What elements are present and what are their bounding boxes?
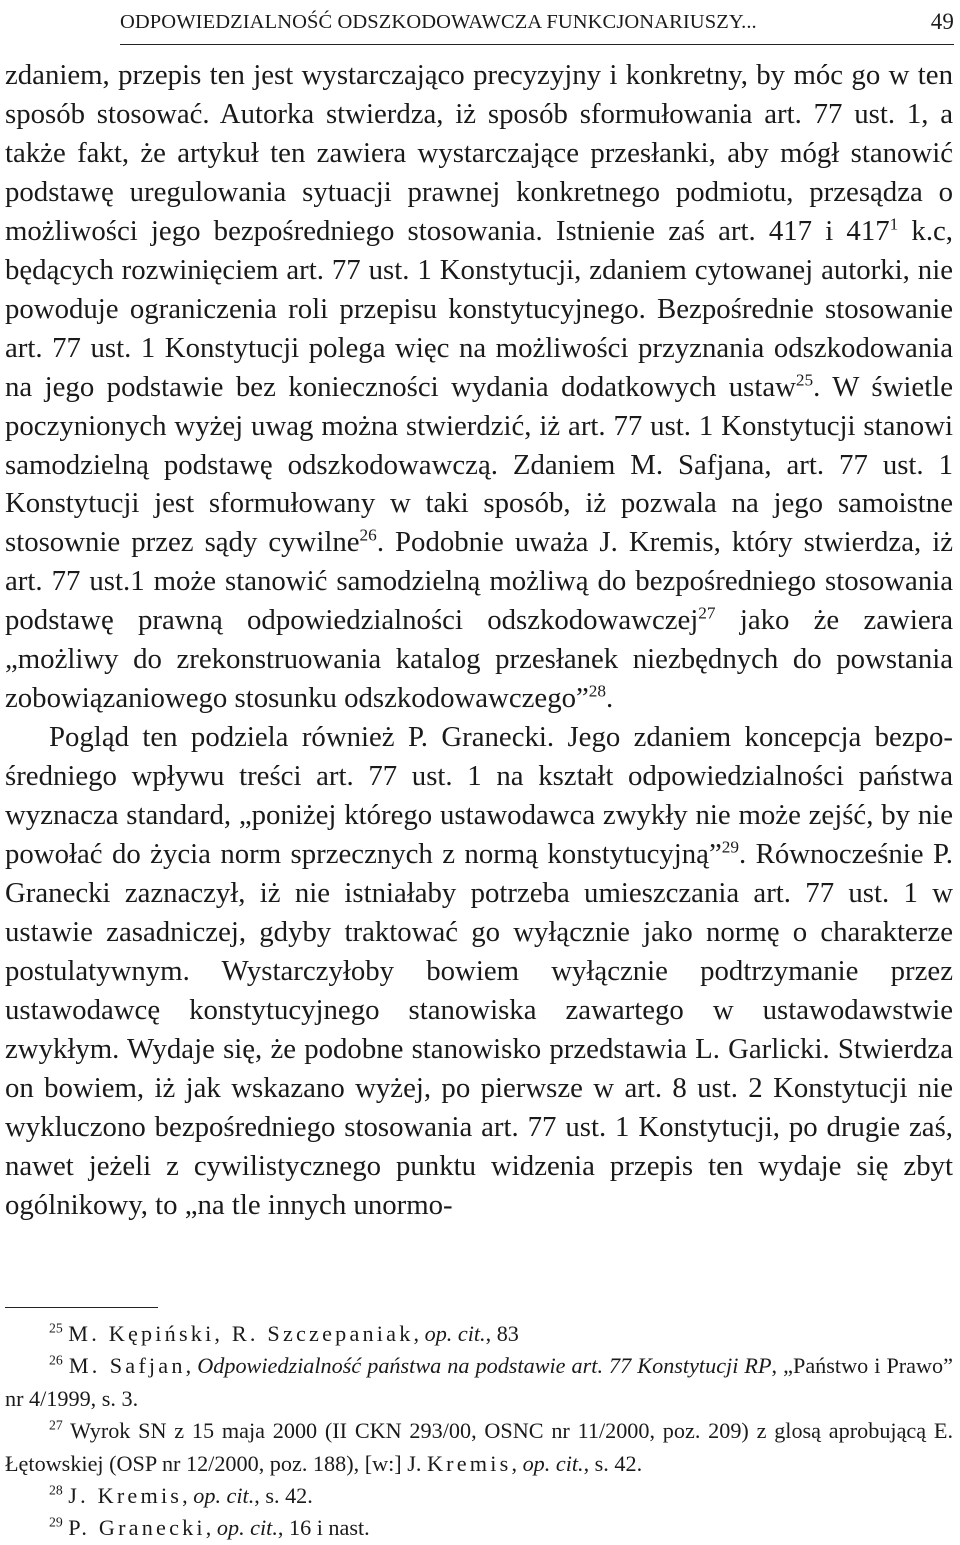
- running-title: ODPOWIEDZIALNOŚĆ ODSZKODOWAWCZA FUNKCJONARIUSZY...: [120, 11, 757, 33]
- footnote-work: op. cit.: [522, 1450, 584, 1476]
- footnote-26: [5, 1350, 953, 1415]
- footnote-28: [5, 1480, 953, 1512]
- superscript: 1: [889, 214, 899, 234]
- footnote-number: 26: [49, 1353, 63, 1369]
- footnote-ref-29[interactable]: 29: [721, 837, 740, 857]
- page-number: 49: [930, 9, 954, 34]
- footnote-work: Odpowiedzialność państwa na podstawie art. 77 Konstytucji RP: [197, 1353, 772, 1379]
- footnote-separator: [5, 1307, 158, 1308]
- footnote-author: P. Granecki: [68, 1515, 206, 1541]
- footnote-rest: , „Państwo i Prawo” nr 4/1999, s. 3.: [5, 1353, 953, 1411]
- footnote-ref-28[interactable]: 28: [588, 681, 607, 701]
- header-rule: [120, 44, 954, 45]
- text-run: k.c, będących rozwinięciem art. 77 ust. 1 Konstytucji, zdaniem cytowanej autorki, nie powoduje ograniczenia roli przepisu konstytucyjnego. Bezpośrednie stosowanie art. 77 ust. 1 Konstytucji polega więc na możliwości przyznania odszkodowania na jego podstawie bez konieczności wydania dodatkowych ustaw: [5, 214, 954, 403]
- text-run: Pogląd ten podziela również P. Granecki. Jego zdaniem koncepcja bezpośredniego wpływu treści art. 77 ust. 1 na kształt odpowiedzialności państwa wyznacza standard, „poniżej którego ustawodawca zwykły nie może zejść, by nie powołać do życia norm sprzecznych z normą konstytucyjną”: [5, 721, 953, 871]
- text-run: . Równocześnie P. Granecki zaznaczył, iż nie istniałaby potrzeba umieszczania art. 77 ust. 1 w ustawie zasadniczej, gdyby traktować go wyłącznie jako normę o charakterze postulatywnym. Wystarczyłoby bowiem wyłącznie podtrzymanie przez ustawodawcę konstytucyjnego stanowiska zawartego w ustawodawstwie zwykłym. Wydaje się, że podobne stanowisko przedstawia L. Garlicki. Stwierdza on bowiem, iż jak wskazano wyżej, po pierwsze w art. 8 ust. 2 Konstytucji nie wykluczono bezpośredniego stosowania art. 77 ust. 1 Konstytucji, po drugie zaś, nawet jeżeli z cywilistycznego punktu widzenia przepis ten wydaje się zbyt ogólnikowy, to „na tle innych unormo-: [5, 838, 953, 1221]
- footnote-number: 27: [49, 1417, 63, 1433]
- footnote-author: Kremis: [426, 1450, 512, 1476]
- footnote-number: 25: [49, 1320, 63, 1336]
- paragraph-2: [5, 718, 953, 1224]
- footnote-rest: , 83: [485, 1321, 519, 1346]
- footnote-rest: , s. 42.: [583, 1450, 643, 1476]
- text-run: .: [606, 682, 614, 715]
- footnote-author: M. Safjan: [68, 1353, 186, 1379]
- footnote-text: Wyrok SN z 15 maja 2000 (II CKN 293/00, OSNC nr 11/2000, poz. 209) z glosą aprobującą E. Łętowskiej (OSP nr 12/2000, poz. 188), [w:] J.: [5, 1418, 953, 1476]
- footnote-27: [5, 1415, 953, 1480]
- running-header: [120, 4, 954, 40]
- footnotes: [5, 1318, 953, 1545]
- text-run: . Podobnie uważa J. Kremis, który stwierdza, iż art. 77 ust.1 może stanowić samodzielną możliwą do bezpośredniego stosowania podstawę prawną odpowiedzialności odszkodowawczej: [5, 526, 954, 637]
- footnote-work: op. cit.: [193, 1483, 255, 1509]
- footnote-ref-27[interactable]: 27: [698, 603, 716, 623]
- footnote-rest: , 16 i nast.: [277, 1515, 370, 1541]
- footnote-sep: ,: [511, 1450, 523, 1476]
- text-run: . W świetle poczynionych wyżej uwag można stwierdzić, iż art. 77 ust. 1 Konstytucji stanowi samodzielną podstawę odszkodowawczą. Zdaniem M. Safjana, art. 77 ust. 1 Konstytucji jest sformułowany w taki sposób, iż pozwala na jego samoistne stosownie przez sądy cywilne: [5, 370, 953, 559]
- footnote-number: 29: [49, 1515, 63, 1531]
- footnote-25: [5, 1318, 953, 1350]
- footnote-29: [5, 1512, 953, 1544]
- footnote-author: J. Kremis: [68, 1483, 183, 1509]
- footnote-work: op. cit.: [216, 1515, 278, 1541]
- text-run: jako że zawiera „możliwy do zrekonstruowania katalog przesłanek niezbędnych do powstania zobowiązaniowego stosunku odszkodowawczego”: [5, 604, 953, 715]
- footnote-ref-25[interactable]: 25: [795, 370, 814, 390]
- footnote-ref-26[interactable]: 26: [359, 525, 377, 545]
- footnote-sep: ,: [205, 1515, 217, 1541]
- footnote-rest: , s. 42.: [254, 1483, 313, 1509]
- footnote-number: 28: [49, 1482, 63, 1498]
- footnote-author: M. Kępiński, R. Szczepaniak: [68, 1321, 414, 1346]
- paragraph-1: [5, 56, 953, 718]
- text-run: zdaniem, przepis ten jest wystarczająco precyzyjny i konkretny, by móc go w ten sposób stosować. Autorka stwierdza, iż sposób sformułowania art. 77 ust. 1, a także fakt, że artykuł ten zawiera wystarczające przesłanki, aby mógł stanowić podstawę uregulowania sytuacji prawnej konkretnego podmiotu, przesądza o możliwości jego bezpośredniego stosowania. Istnienie zaś art. 417 i 417: [5, 59, 953, 247]
- footnote-sep: ,: [185, 1353, 198, 1379]
- footnote-sep: ,: [413, 1321, 425, 1346]
- footnote-work: op. cit.: [424, 1321, 486, 1346]
- main-text: [5, 56, 953, 1225]
- footnote-sep: ,: [182, 1483, 194, 1509]
